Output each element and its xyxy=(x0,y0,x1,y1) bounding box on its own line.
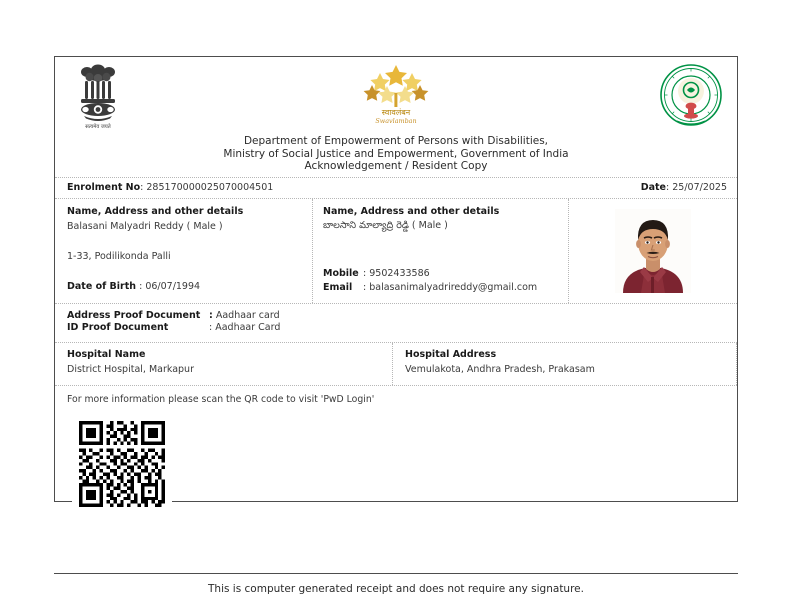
applicant-photo xyxy=(589,205,717,293)
id-proof-value: Aadhaar Card xyxy=(215,322,281,334)
address-proof-line xyxy=(67,310,725,323)
email-row xyxy=(323,281,560,295)
date-value: 25/07/2025 xyxy=(672,181,727,193)
applicant-details-grid xyxy=(55,199,737,304)
date-separator: : xyxy=(666,181,670,193)
hospital-row xyxy=(55,343,737,386)
qr-section xyxy=(55,386,737,524)
mobile-label: Mobile xyxy=(323,267,359,279)
footer-divider xyxy=(54,573,738,574)
english-section-heading: Name, Address and other details xyxy=(67,205,244,217)
andhra-pradesh-emblem-icon xyxy=(657,61,725,131)
enrolment-separator: : xyxy=(140,181,144,193)
applicant-details-local xyxy=(313,199,569,303)
footer-note: This is computer generated receipt and does not require any signature. xyxy=(208,583,584,595)
title-line-1: Department of Empowerment of Persons with Disabilities, xyxy=(243,135,549,147)
acknowledgement-card xyxy=(54,56,738,502)
date-of-birth-row xyxy=(67,280,302,294)
dob-separator: : xyxy=(139,280,143,292)
mobile-row xyxy=(323,267,560,281)
date-label: Date xyxy=(640,181,666,193)
id-proof-separator: : xyxy=(209,322,213,334)
email-value: balasanimalyadrireddy@gmail.com xyxy=(369,281,538,293)
applicant-address: 1-33, Podilikonda Palli xyxy=(67,250,171,262)
enrolment-row xyxy=(55,177,737,199)
qr-instruction-text: For more information please scan the QR code to visit 'PwD Login' xyxy=(67,393,375,405)
applicant-name-telugu: బాలసాని మాల్యాద్రి రెడ్డి ( Male ) xyxy=(323,219,448,231)
qr-code[interactable] xyxy=(67,414,177,514)
title-line-3: Acknowledgement / Resident Copy xyxy=(304,160,488,173)
applicant-name-english: Balasani Malyadri Reddy ( Male ) xyxy=(67,220,223,232)
enrolment-value: 285170000025070004501 xyxy=(146,181,274,193)
hospital-address-value: Vemulakota, Andhra Pradesh, Prakasam xyxy=(405,363,595,375)
address-proof-value: Aadhaar card xyxy=(215,309,280,321)
applicant-details-english xyxy=(55,199,313,303)
email-separator: : xyxy=(363,281,367,293)
hospital-name-cell xyxy=(55,343,393,385)
enrolment-number-group xyxy=(67,182,273,193)
dob-label: Date of Birth xyxy=(67,280,137,292)
emblem-motto-text: सत्यमेव जयते xyxy=(85,124,111,130)
hospital-name-value: District Hospital, Markapur xyxy=(67,363,194,375)
photo-cell xyxy=(569,199,737,303)
india-national-emblem-icon xyxy=(71,61,125,133)
id-proof-line xyxy=(67,322,725,335)
hospital-address-cell xyxy=(393,343,737,385)
enrolment-label: Enrolment No xyxy=(67,181,141,193)
address-proof-label: Address Proof Document xyxy=(67,309,201,321)
date-group xyxy=(641,182,727,193)
dob-value: 06/07/1994 xyxy=(145,280,201,292)
swavlamban-logo-icon xyxy=(362,63,430,127)
title-line-2: Ministry of Social Justice and Empowerment, Government of India xyxy=(223,147,569,160)
document-title-block xyxy=(55,135,737,177)
swavlamban-hindi-text: स्वावलंबन xyxy=(381,108,411,117)
hospital-address-label: Hospital Address xyxy=(405,348,497,360)
mobile-separator: : xyxy=(363,267,367,279)
mobile-value: 9502433586 xyxy=(369,267,430,279)
card-header-logos xyxy=(55,57,737,135)
id-proof-label: ID Proof Document xyxy=(67,322,169,334)
proof-documents-row xyxy=(55,304,737,343)
address-proof-separator: : xyxy=(209,309,213,321)
local-section-heading: Name, Address and other details xyxy=(323,205,500,217)
hospital-name-label: Hospital Name xyxy=(67,348,146,360)
swavlamban-english-text: Swavlamban xyxy=(375,117,417,125)
email-label: Email xyxy=(323,281,353,293)
